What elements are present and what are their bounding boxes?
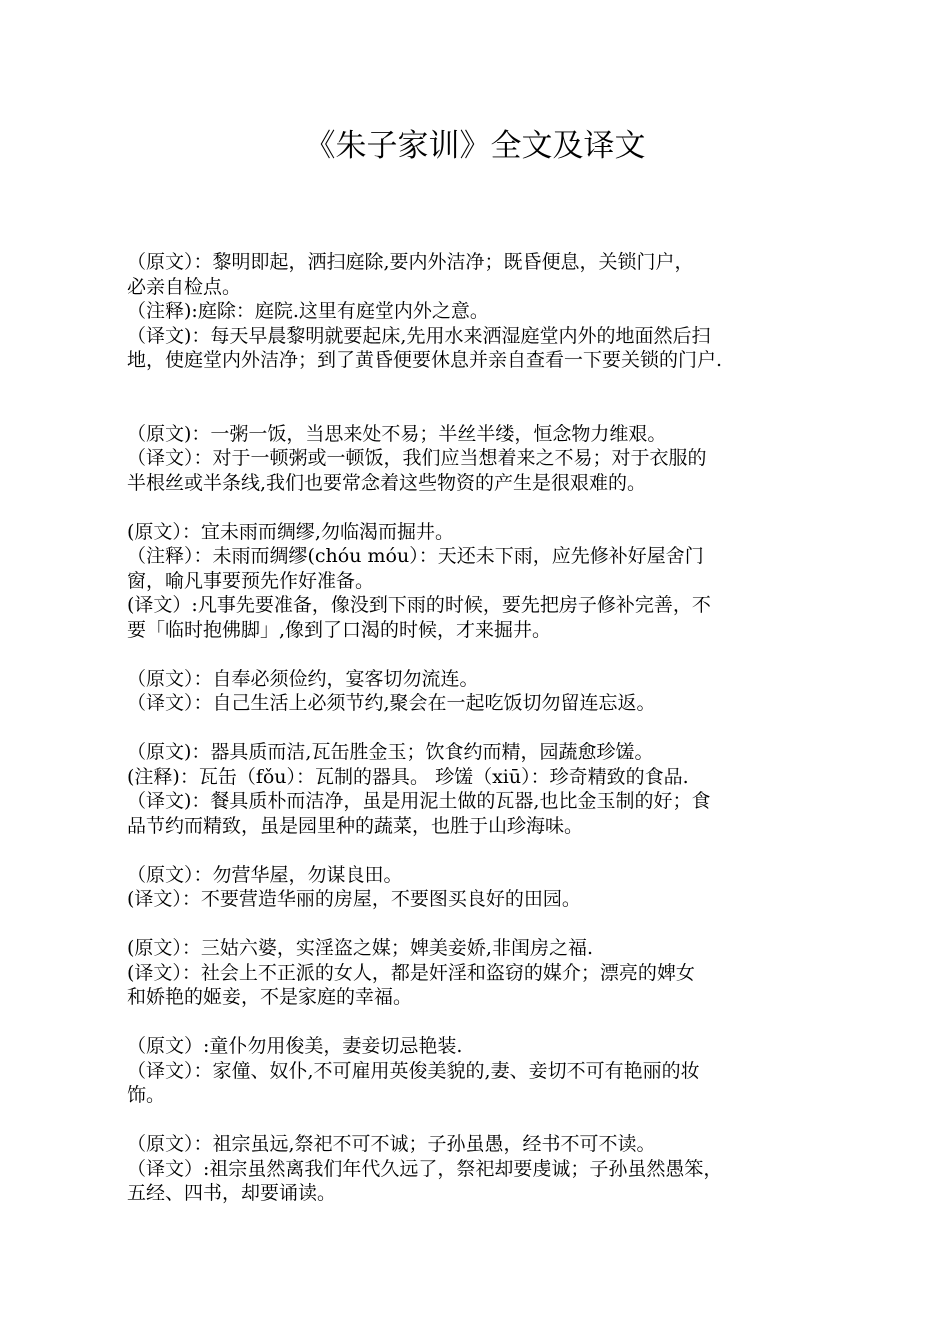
text-line: 窗，喻凡事要预先作好准备。 bbox=[127, 569, 375, 592]
text-line: （译文）：对于一顿粥或一顿饭，我们应当想着来之不易；对于衣服的 bbox=[127, 447, 707, 469]
text-line: （译文）:祖宗虽然离我们年代久远了，祭祀却要虔诚；子孙虽然愚笨， bbox=[127, 1157, 723, 1180]
section-spacer bbox=[127, 373, 837, 422]
section-spacer bbox=[127, 1108, 837, 1133]
text-line: （原文)：器具质而洁,瓦缶胜金玉；饮食约而精，园蔬愈珍馐。 bbox=[127, 741, 654, 763]
text-line: （译文）：自己生活上必须节约,聚会在一起吃饭切勿留连忘返。 bbox=[127, 692, 656, 714]
section-3 bbox=[127, 520, 837, 643]
section-5 bbox=[127, 740, 837, 838]
text-line: 品节约而精致，虽是园里种的蔬菜，也胜于山珍海味。 bbox=[127, 814, 584, 837]
text-line: 要「临时抱佛脚」,像到了口渴的时候，才来掘井。 bbox=[127, 618, 552, 641]
text-line: 五经、四书，却要诵读。 bbox=[127, 1182, 337, 1204]
section-spacer bbox=[127, 642, 837, 667]
text-line: （原文）:童仆勿用俊美，妻妾切忌艳装. bbox=[127, 1035, 463, 1057]
text-line: （原文）：祖宗虽远,祭祀不可不诚；子孙虽愚，经书不可不读。 bbox=[127, 1133, 656, 1155]
section-spacer bbox=[127, 1010, 837, 1035]
section-1 bbox=[127, 250, 837, 373]
text-line: （译文）：家僮、奴仆,不可雇用英俊美貌的,妻、妾切不可有艳丽的妆 bbox=[127, 1059, 700, 1082]
text-line: （注释）：未雨而绸缪(chóu móu）：天还未下雨，应先修补好屋舍门 bbox=[127, 545, 704, 567]
text-line: 和娇艳的姬妾，不是家庭的幸福。 bbox=[127, 986, 413, 1008]
section-7 bbox=[127, 936, 837, 1010]
text-line: (译文）:凡事先要准备，像没到下雨的时候，要先把房子修补完善，不 bbox=[127, 594, 711, 616]
text-line: (原文）：宜未雨而绸缪,勿临渴而掘井。 bbox=[127, 520, 454, 543]
section-spacer bbox=[127, 716, 837, 741]
section-spacer bbox=[127, 495, 837, 520]
text-line: （原文）：自奉必须俭约，宴客切勿流连。 bbox=[127, 667, 479, 690]
text-line: （原文)：一粥一饭，当思来处不易；半丝半缕，恒念物力维艰。 bbox=[127, 422, 667, 445]
section-4 bbox=[127, 667, 837, 716]
text-line: (译文）：不要营造华丽的房屋，不要图买良好的田园。 bbox=[127, 888, 581, 910]
text-line: 半根丝或半条线,我们也要常念着这些物资的产生是很艰难的。 bbox=[127, 471, 647, 494]
text-line: 地，使庭堂内外洁净；到了黄昏便要休息并亲自查看一下要关锁的门户. bbox=[127, 349, 723, 371]
text-line: 饰。 bbox=[127, 1084, 166, 1106]
document-body bbox=[127, 250, 837, 1206]
text-line: （注释):庭除：庭院.这里有庭堂内外之意。 bbox=[127, 300, 489, 322]
text-line: （原文）：黎明即起，洒扫庭除,要内外洁净；既昏便息，关锁门户， bbox=[127, 251, 694, 273]
text-line: 必亲自检点。 bbox=[127, 275, 242, 298]
section-spacer bbox=[127, 912, 837, 937]
section-spacer bbox=[127, 838, 837, 863]
section-6 bbox=[127, 863, 837, 912]
page-title: 《朱子家训》全文及译文 bbox=[304, 128, 646, 164]
text-line: (原文）：三姑六婆，实淫盗之媒；婢美妾娇,非闺房之福. bbox=[127, 937, 593, 959]
text-line: （译文)：每天早晨黎明就要起床,先用水来洒湿庭堂内外的地面然后扫 bbox=[127, 324, 711, 347]
section-2 bbox=[127, 422, 837, 496]
text-line: (译文）：社会上不正派的女人，都是奸淫和盗窃的媒介；漂亮的婢女 bbox=[127, 961, 695, 984]
text-line: （译文)：餐具质朴而洁净，虽是用泥土做的瓦器,也比金玉制的好；食 bbox=[127, 790, 711, 812]
text-line: （原文）：勿营华屋，勿谋良田。 bbox=[127, 863, 403, 886]
section-8 bbox=[127, 1034, 837, 1108]
text-line: (注释)：瓦缶（fǒu）：瓦制的器具。 珍馐（xiū）：珍奇精致的食品. bbox=[127, 765, 689, 788]
section-9 bbox=[127, 1132, 837, 1206]
